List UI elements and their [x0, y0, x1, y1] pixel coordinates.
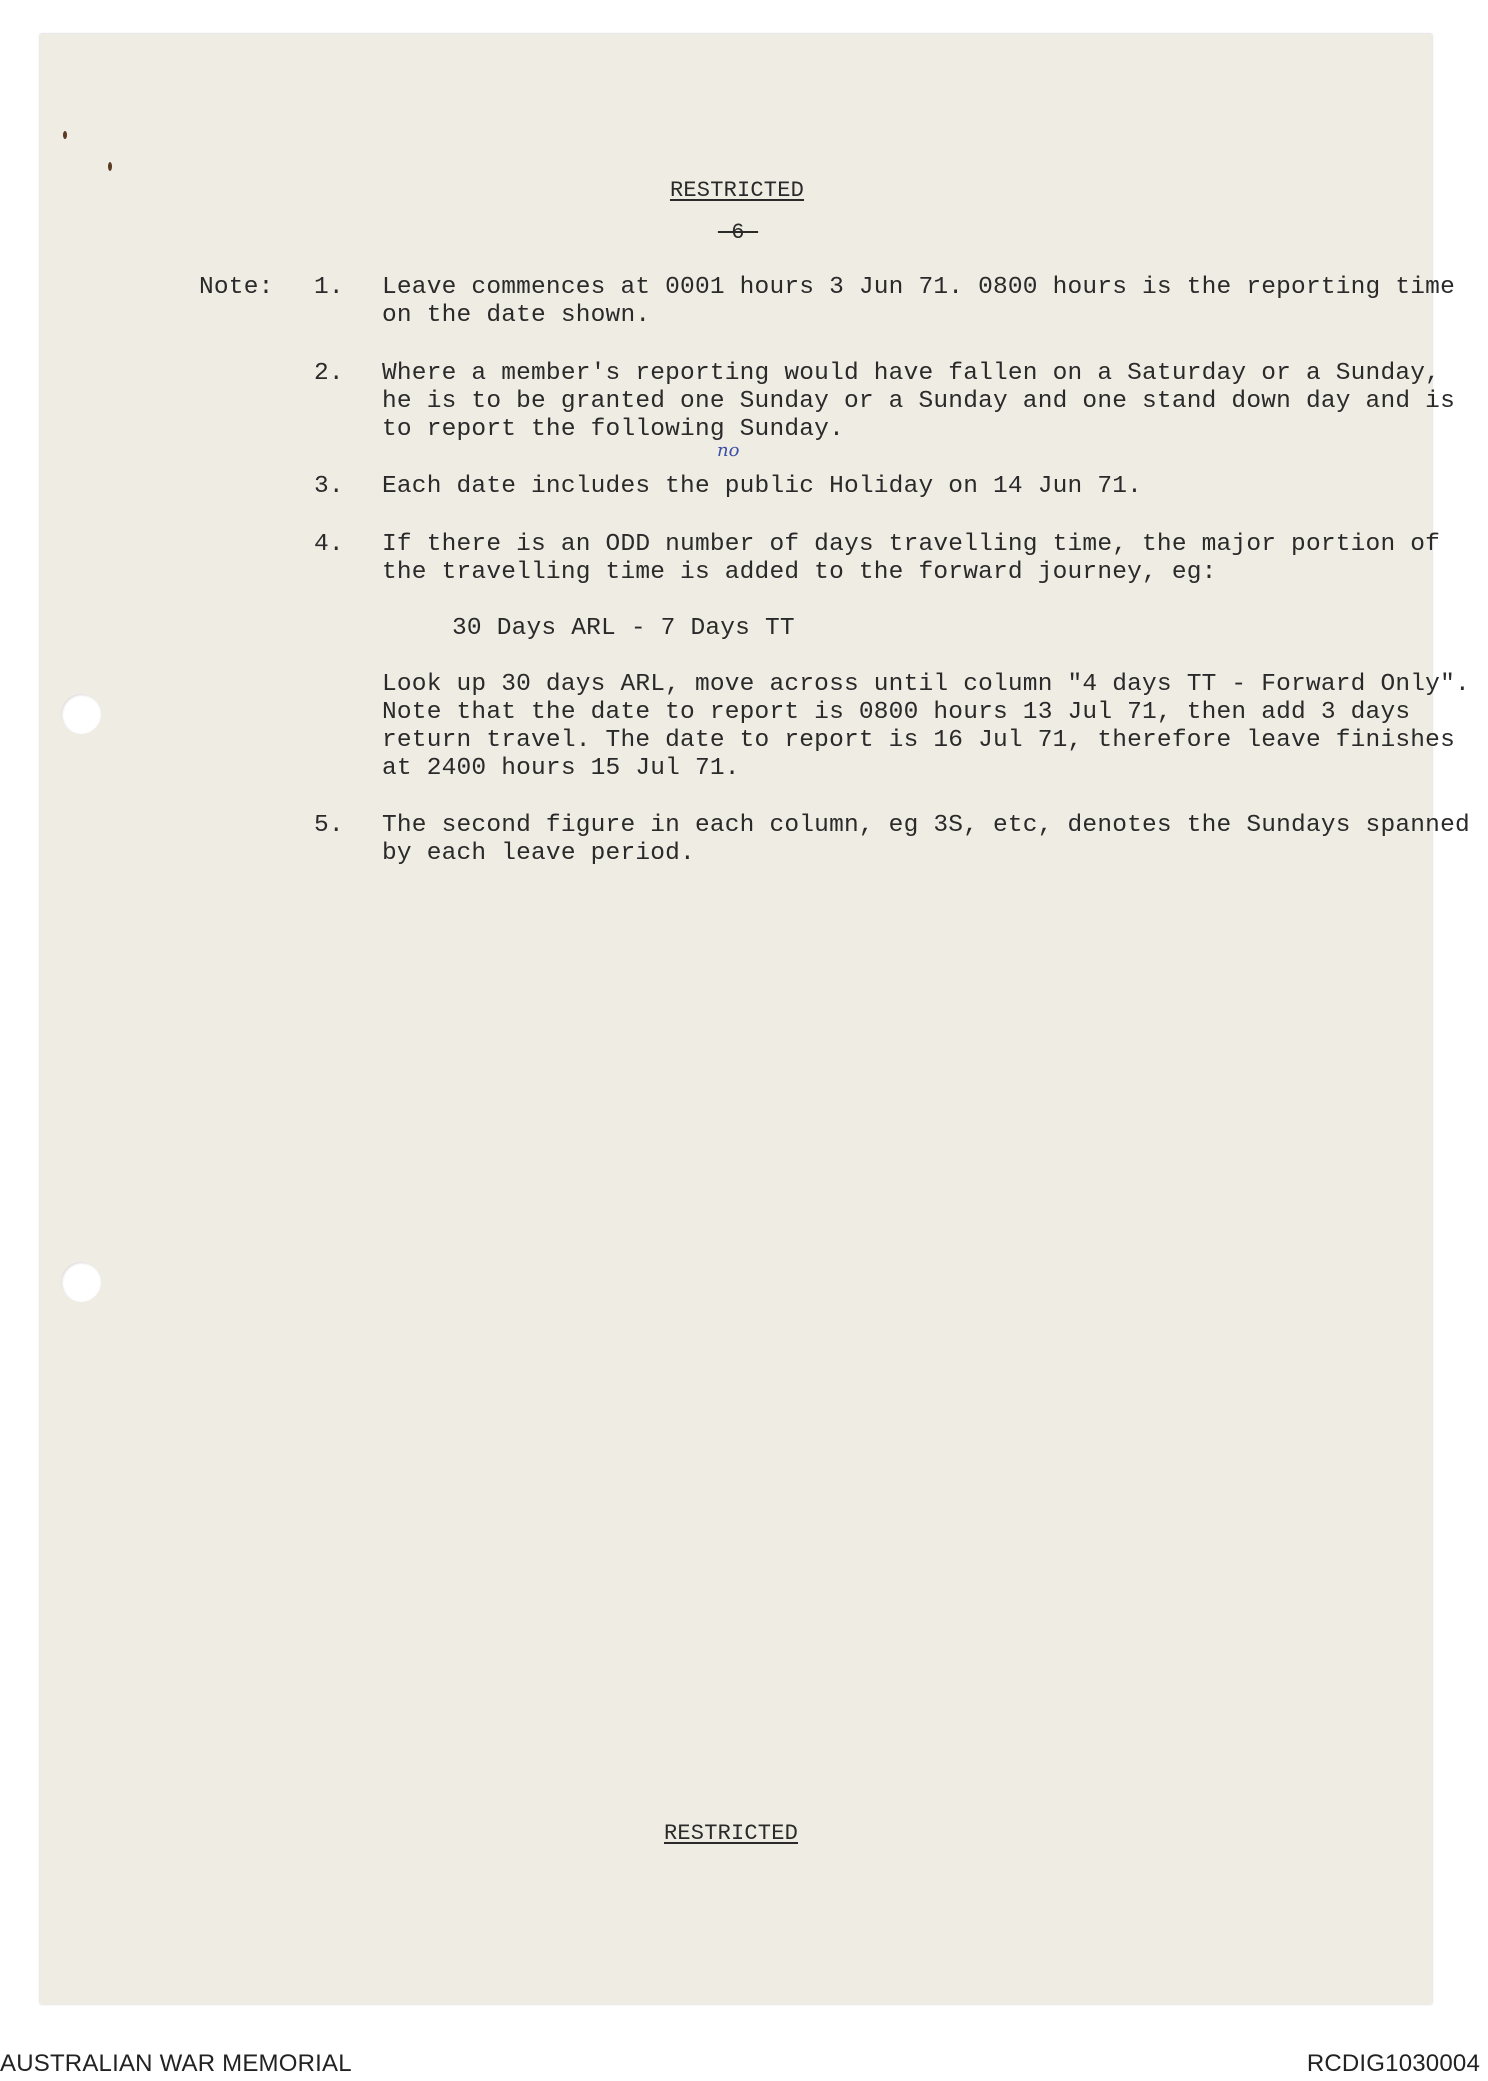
note-text-5 [382, 812, 1470, 868]
note-text-4 [382, 531, 1441, 587]
note-number-5: 5. [314, 812, 344, 839]
note-example: 30 Days ARL - 7 Days TT [452, 615, 795, 642]
header-classification: RESTRICTED [669, 178, 805, 203]
note-line: on the date shown. [382, 302, 651, 329]
note-line: If there is an ODD number of days travelling time, the major portion of [382, 531, 1441, 558]
punch-hole-bottom [61, 1262, 101, 1302]
note-number-2: 2. [314, 360, 344, 387]
footer-classification: RESTRICTED [663, 1821, 799, 1846]
note-number-1: 1. [314, 274, 344, 301]
note-number-3: 3. [314, 473, 344, 500]
note-line: The second figure in each column, eg 3S, etc, denotes the Sundays spanned [382, 812, 1470, 839]
punch-hole-top [61, 694, 101, 734]
note-line: to report the following Sunday. [382, 416, 844, 443]
note-line: at 2400 hours 15 Jul 71. [382, 755, 740, 782]
note-line: Where a member's reporting would have fallen on a Saturday or a Sunday, [382, 360, 1441, 387]
note-line: the travelling time is added to the forward journey, eg: [382, 559, 1217, 586]
paper-mark [63, 131, 67, 139]
note-text-1 [382, 274, 1455, 330]
note-line: return travel. The date to report is 16 Jul 71, therefore leave finishes [382, 727, 1455, 754]
note-label: Note: [199, 274, 274, 301]
note-line: by each leave period. [382, 840, 695, 867]
note-text-2 [382, 360, 1455, 444]
archive-caption-right: RCDIG1030004 [1306, 2050, 1480, 2077]
note-line: Look up 30 days ARL, move across until column "4 days TT - Forward Only". [382, 671, 1470, 698]
note-line: he is to be granted one Sunday or a Sunday and one stand down day and is [382, 388, 1455, 415]
note-line: Leave commences at 0001 hours 3 Jun 71. 0800 hours is the reporting time [382, 274, 1455, 301]
handwritten-annotation: no [717, 440, 740, 461]
note-continuation-4 [382, 671, 1470, 783]
note-line: Note that the date to report is 0800 hours 13 Jul 71, then add 3 days [382, 699, 1411, 726]
page-number: -6- [717, 220, 759, 245]
note-number-4: 4. [314, 531, 344, 558]
note-line: Each date includes the public Holiday on 14 Jun 71. [382, 473, 1143, 500]
archive-caption-left: AUSTRALIAN WAR MEMORIAL [0, 2050, 352, 2077]
paper-mark [108, 162, 112, 171]
note-text-3 [382, 473, 1412, 501]
